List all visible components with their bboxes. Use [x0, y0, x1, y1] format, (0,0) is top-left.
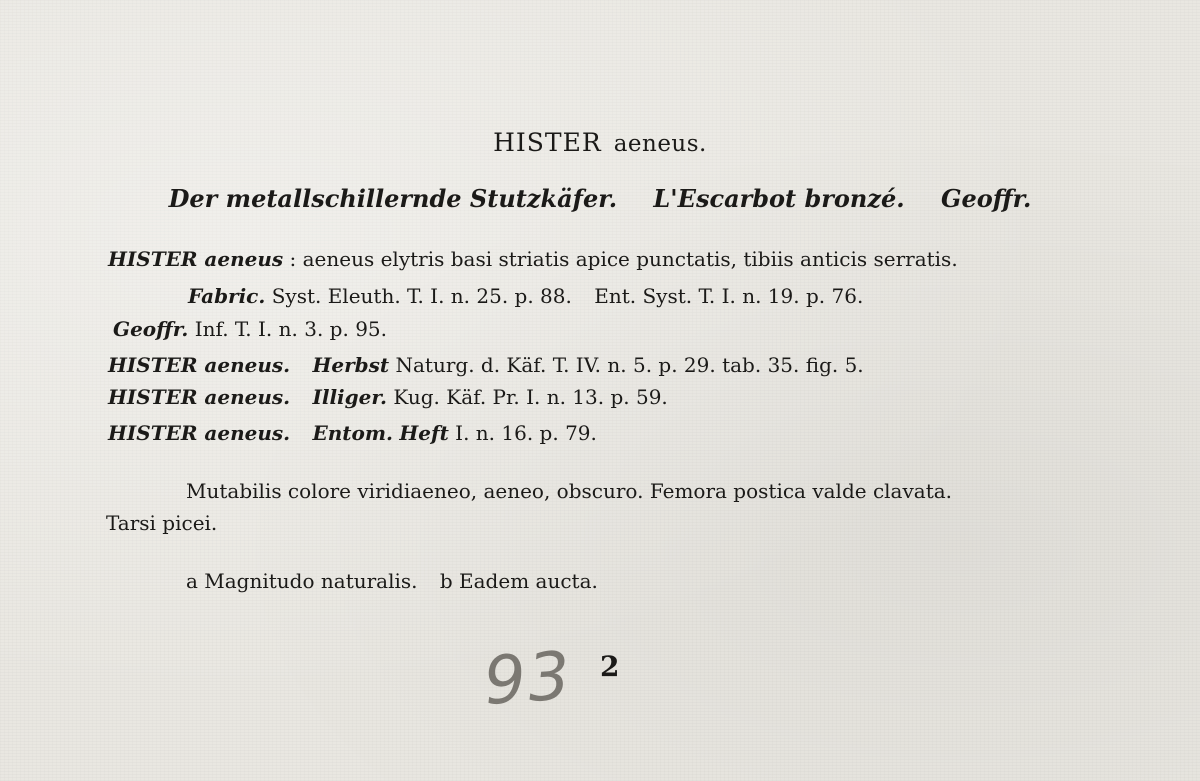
- reference-line-3: [113, 316, 387, 342]
- reference-line-4: [108, 352, 864, 378]
- page-title: [0, 130, 1200, 157]
- reference-text: Naturg. d. Käf. T. IV. n. 5. p. 29. tab. 35. fig. 5.: [395, 353, 864, 377]
- reference-line-1: [108, 246, 958, 272]
- reference-author: Illiger.: [312, 385, 388, 409]
- reference-text-2: Ent. Syst. T. I. n. 19. p. 76.: [594, 284, 864, 308]
- caption-b: b Eadem aucta.: [439, 569, 598, 593]
- reference-line-5: [108, 384, 668, 410]
- caption-a: a Magnitudo naturalis.: [186, 569, 418, 593]
- reference-author-2: Heft: [399, 421, 449, 445]
- handwritten-number: 93: [481, 637, 575, 720]
- french-name-author: Geoffr.: [940, 184, 1032, 213]
- vernacular-names: [0, 186, 1200, 212]
- reference-text: I. n. 16. p. 79.: [455, 421, 597, 445]
- german-name: Der metallschillernde Stutzkäfer.: [168, 184, 618, 213]
- reference-author: Herbst: [312, 353, 390, 377]
- description-line-1: Mutabilis colore viridiaeneo, aeneo, obscuro. Femora postica valde clavata.: [186, 479, 953, 503]
- french-name: L'Escarbot bronzé.: [653, 184, 905, 213]
- reference-line-2: [188, 283, 863, 309]
- reference-text: Syst. Eleuth. T. I. n. 25. p. 88.: [271, 284, 572, 308]
- reference-name: HISTER aeneus.: [108, 385, 291, 409]
- figure-caption: [186, 568, 598, 594]
- reference-name: HISTER aeneus: [108, 247, 284, 271]
- reference-line-6: [108, 420, 597, 446]
- reference-author: Fabric.: [188, 284, 266, 308]
- description-line-2: Tarsi picei.: [106, 511, 218, 535]
- reference-text: : aeneus elytris basi striatis apice punctatis, tibiis anticis serratis.: [289, 247, 958, 271]
- title-genus: HISTER: [493, 128, 602, 157]
- title-species: aeneus.: [613, 131, 707, 157]
- sheet-number: 2: [600, 650, 620, 683]
- reference-name: HISTER aeneus.: [108, 421, 291, 445]
- reference-text: Kug. Käf. Pr. I. n. 13. p. 59.: [393, 385, 668, 409]
- reference-text: Inf. T. I. n. 3. p. 95.: [194, 317, 387, 341]
- reference-author: Geoffr.: [113, 317, 189, 341]
- reference-author: Entom.: [312, 421, 393, 445]
- reference-name: HISTER aeneus.: [108, 353, 291, 377]
